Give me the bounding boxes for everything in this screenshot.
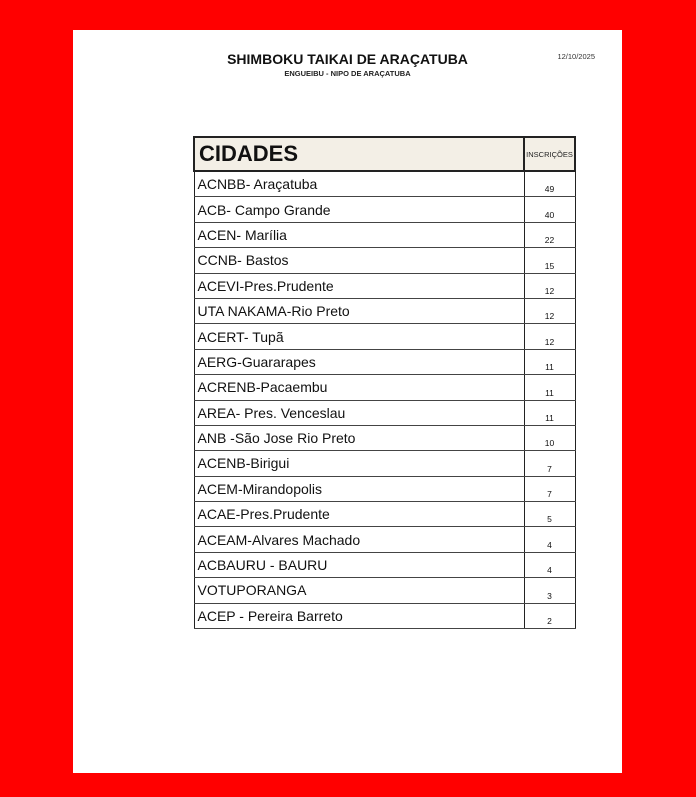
city-name-cell: ACEP - Pereira Barreto (194, 603, 524, 628)
registration-count-cell: 11 (524, 400, 575, 425)
registration-count-cell: 4 (524, 552, 575, 577)
registration-count-cell: 11 (524, 375, 575, 400)
document-date: 12/10/2025 (557, 52, 595, 61)
table-body (194, 171, 575, 629)
registration-count-cell: 12 (524, 324, 575, 349)
registration-count-cell: 3 (524, 578, 575, 603)
registration-count-cell: 12 (524, 273, 575, 298)
table-row (194, 197, 575, 222)
city-name-cell: CCNB- Bastos (194, 248, 524, 273)
registration-count-cell: 22 (524, 222, 575, 247)
city-name-cell: ACRENB-Pacaembu (194, 375, 524, 400)
table-row (194, 476, 575, 501)
city-name-cell: UTA NAKAMA-Rio Preto (194, 298, 524, 323)
table-header-row (194, 137, 575, 171)
table-row (194, 451, 575, 476)
table-row (194, 222, 575, 247)
registration-count-cell: 7 (524, 476, 575, 501)
registration-count-cell: 11 (524, 349, 575, 374)
table-row (194, 298, 575, 323)
registration-count-cell: 5 (524, 502, 575, 527)
document-subtitle: ENGUEIBU - NIPO DE ARAÇATUBA (284, 69, 411, 78)
table-row (194, 552, 575, 577)
registration-count-cell: 4 (524, 527, 575, 552)
table-row (194, 502, 575, 527)
city-name-cell: ACEM-Mirandopolis (194, 476, 524, 501)
table-row (194, 578, 575, 603)
registration-count-cell: 49 (524, 171, 575, 197)
city-name-cell: VOTUPORANGA (194, 578, 524, 603)
city-name-cell: AERG-Guararapes (194, 349, 524, 374)
city-name-cell: ACB- Campo Grande (194, 197, 524, 222)
city-name-cell: ACENB-Birigui (194, 451, 524, 476)
registrations-table (193, 136, 576, 629)
table-row (194, 324, 575, 349)
table-row (194, 171, 575, 197)
table-row (194, 527, 575, 552)
document-title: SHIMBOKU TAIKAI DE ARAÇATUBA (227, 51, 468, 67)
city-name-cell: ACEAM-Alvares Machado (194, 527, 524, 552)
column-header-cities: CIDADES (194, 137, 524, 171)
registration-count-cell: 2 (524, 603, 575, 628)
table-row (194, 273, 575, 298)
registration-count-cell: 7 (524, 451, 575, 476)
table-row (194, 400, 575, 425)
table-row (194, 603, 575, 628)
table-row (194, 349, 575, 374)
city-name-cell: ACAE-Pres.Prudente (194, 502, 524, 527)
table-row (194, 425, 575, 450)
table-row (194, 375, 575, 400)
registration-count-cell: 40 (524, 197, 575, 222)
city-name-cell: ACEN- Marília (194, 222, 524, 247)
city-name-cell: ACEVI-Pres.Prudente (194, 273, 524, 298)
registration-count-cell: 10 (524, 425, 575, 450)
city-name-cell: ANB -São Jose Rio Preto (194, 425, 524, 450)
city-name-cell: ACERT- Tupã (194, 324, 524, 349)
document-page (73, 30, 622, 773)
city-name-cell: ACBAURU - BAURU (194, 552, 524, 577)
column-header-registrations: INSCRIÇÕES (524, 137, 575, 171)
registration-count-cell: 15 (524, 248, 575, 273)
city-name-cell: ACNBB- Araçatuba (194, 171, 524, 197)
city-name-cell: AREA- Pres. Venceslau (194, 400, 524, 425)
table-row (194, 248, 575, 273)
registration-count-cell: 12 (524, 298, 575, 323)
